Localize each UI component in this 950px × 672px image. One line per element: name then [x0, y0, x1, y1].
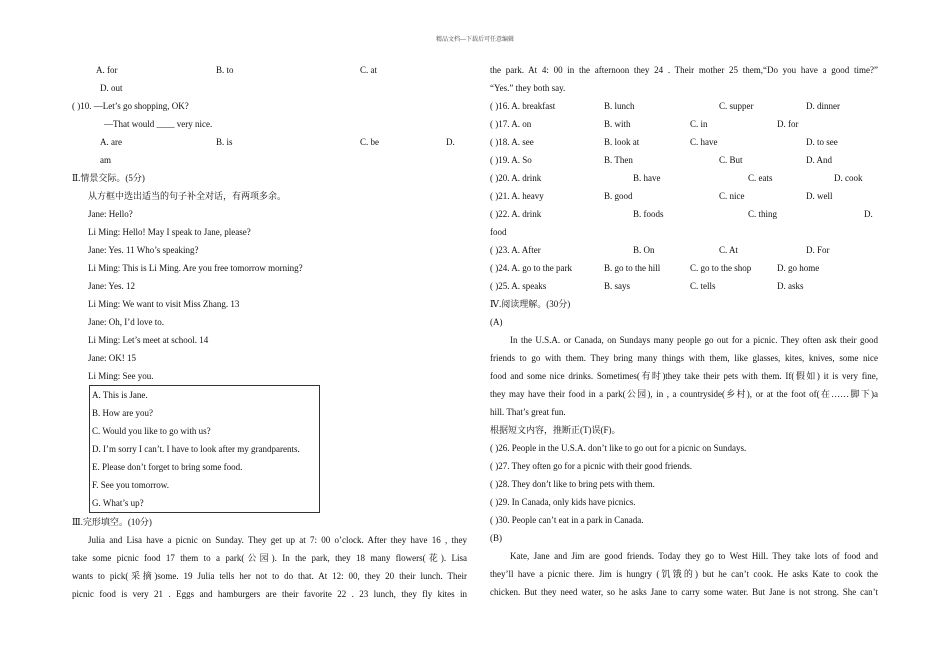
- option-d: D.: [864, 209, 873, 219]
- section-2-title: Ⅱ.情景交际。(5分): [72, 173, 145, 183]
- question-17: [490, 115, 878, 133]
- option-b: B. have: [633, 173, 661, 183]
- option-d: D. to see: [806, 137, 838, 147]
- question-18: [490, 133, 878, 151]
- option-d: D. well: [806, 191, 833, 201]
- option-a: ( )21. A. heavy: [490, 191, 544, 201]
- section-3-title: Ⅲ.完形填空。(10分): [72, 517, 152, 527]
- q9-option-d: D. out: [100, 83, 123, 93]
- option-a: A. for: [96, 65, 118, 75]
- answer-options-box: [89, 385, 320, 513]
- question-20: [490, 169, 878, 187]
- option-d: D. go home: [777, 263, 820, 273]
- option-b: B. go to the hill: [604, 263, 661, 273]
- q10-options: [72, 133, 467, 151]
- option-c: C. at: [360, 65, 377, 75]
- question-23: [490, 241, 878, 259]
- tf-question: ( )30. People can’t eat in a park in Canada.: [490, 515, 644, 525]
- option-a: ( )25. A. speaks: [490, 281, 547, 291]
- section-4-title: Ⅳ.阅读理解。(30分): [490, 299, 571, 309]
- cloze-line: wants to pick(采摘)some. 19 Julia tells her not to do that. At 12: 00, they 20 their lunch. Their: [72, 571, 467, 581]
- passage-line: they may have their food in a park(公园), in , a countryside(乡村), or at the foot of(在……脚下)a: [490, 389, 878, 399]
- tf-question: ( )29. In Canada, only kids have picnics.: [490, 497, 636, 507]
- dialog-line: Li Ming: See you.: [88, 371, 154, 381]
- passage-line: chicken. But they need water, so he asks Jane to carry some water. But Jane is not strong. She can’t: [490, 587, 878, 597]
- passage-b-label: (B): [490, 533, 502, 543]
- option-b: B. with: [604, 119, 631, 129]
- option-c: C. tells: [690, 281, 716, 291]
- cloze-line: “Yes.” they both say.: [490, 83, 566, 93]
- passage-line: In the U.S.A. or Canada, on Sundays many people go out for a picnic. They often ask their good: [510, 335, 878, 345]
- option-b: B. to: [216, 65, 234, 75]
- passage-line: friends to go with them. They bring many things with them, like glasses, kites, knives, some nice: [490, 353, 878, 363]
- tf-question: ( )28. They don’t like to bring pets with them.: [490, 479, 655, 489]
- option-a: ( )24. A. go to the park: [490, 263, 572, 273]
- option-b: B. says: [604, 281, 631, 291]
- option-c: C. eats: [748, 173, 773, 183]
- dialog-line: Jane: Oh, I’d love to.: [88, 317, 164, 327]
- question-25: [490, 277, 878, 295]
- box-option: B. How are you?: [92, 408, 153, 418]
- true-false-instruction: 根据短文内容，推断正(T)误(F)。: [490, 425, 621, 435]
- option-c: C. thing: [748, 209, 778, 219]
- option-d: D.: [446, 137, 455, 147]
- cloze-line: Julia and Lisa have a picnic on Sunday. They get up at 7: 00 o’clock. After they have 16 , they: [88, 535, 467, 545]
- box-option: C. Would you like to go with us?: [92, 426, 211, 436]
- question-22: [490, 205, 878, 223]
- option-d: D. And: [806, 155, 833, 165]
- option-a: ( )19. A. So: [490, 155, 532, 165]
- tf-question: ( )26. People in the U.S.A. don’t like to go out for a picnic on Sundays.: [490, 443, 747, 453]
- option-a: ( )20. A. drink: [490, 173, 542, 183]
- option-d: D. cook: [834, 173, 863, 183]
- cloze-line: picnic food is very 21 . Eggs and hamburgers are their favorite 22 . 23 lunch, they fly kites in: [72, 589, 467, 599]
- option-a: ( )23. A. After: [490, 245, 541, 255]
- option-d: D. For: [806, 245, 830, 255]
- option-c: C. At: [719, 245, 739, 255]
- option-c: C. nice: [719, 191, 745, 201]
- option-b: B. On: [633, 245, 655, 255]
- cloze-line: the park. At 4: 00 in the afternoon they 24 . Their mother 25 them,“Do you have a good time?”: [490, 65, 878, 75]
- dialog-line: Li Ming: We want to visit Miss Zhang. 13: [88, 299, 240, 309]
- section-2-instruction: 从方框中选出适当的句子补全对话，有两项多余。: [88, 191, 287, 201]
- option-d: D. dinner: [806, 101, 840, 111]
- question-19: [490, 151, 878, 169]
- option-b: B. Then: [604, 155, 633, 165]
- passage-a-label: (A): [490, 317, 503, 327]
- option-c: C. in: [690, 119, 708, 129]
- option-c: C. supper: [719, 101, 754, 111]
- option-d: D. asks: [777, 281, 804, 291]
- question-16: [490, 97, 878, 115]
- option-b: B. good: [604, 191, 633, 201]
- option-c: C. be: [360, 137, 379, 147]
- dialog-line: Jane: OK! 15: [88, 353, 136, 363]
- box-option: D. I’m sorry I can’t. I have to look after my grandparents.: [92, 444, 300, 454]
- option-b: B. foods: [633, 209, 664, 219]
- dialog-line: Jane: Hello?: [88, 209, 133, 219]
- dialog-line: Li Ming: Hello! May I speak to Jane, please?: [88, 227, 251, 237]
- passage-line: food and some nice drinks. Sometimes(有时)they take their pets with them. If(假如) it is very fine,: [490, 371, 878, 381]
- option-c: C. have: [690, 137, 718, 147]
- cloze-line: take some picnic food 17 them to a park(公园). In the park, they 18 many flowers(花). Lisa: [72, 553, 467, 563]
- dialog-line: Jane: Yes. 11 Who’s speaking?: [88, 245, 199, 255]
- box-option: E. Please don’t forget to bring some food.: [92, 462, 243, 472]
- option-a: ( )17. A. on: [490, 119, 532, 129]
- box-option: A. This is Jane.: [92, 390, 148, 400]
- question-10: ( )10. —Let’s go shopping, OK?: [72, 101, 189, 111]
- box-option: F. See you tomorrow.: [92, 480, 169, 490]
- option-a: A. are: [100, 137, 122, 147]
- option-a: ( )16. A. breakfast: [490, 101, 556, 111]
- option-b: B. look at: [604, 137, 640, 147]
- dialog-line: Jane: Yes. 12: [88, 281, 136, 291]
- option-b: B. is: [216, 137, 233, 147]
- q22-option-d-text: food: [490, 227, 507, 237]
- left-column: [72, 61, 467, 603]
- dialog-line: Li Ming: This is Li Ming. Are you free tomorrow morning?: [88, 263, 303, 273]
- option-c: C. But: [719, 155, 743, 165]
- question-21: [490, 187, 878, 205]
- question-24: [490, 259, 878, 277]
- q9-options: [72, 61, 467, 79]
- option-a: ( )22. A. drink: [490, 209, 542, 219]
- option-d: D. for: [777, 119, 799, 129]
- tf-question: ( )27. They often go for a picnic with their good friends.: [490, 461, 693, 471]
- box-option: G. What’s up?: [92, 498, 144, 508]
- dialog-line: Li Ming: Let’s meet at school. 14: [88, 335, 209, 345]
- option-b: B. lunch: [604, 101, 635, 111]
- right-column: [490, 61, 878, 601]
- q10-option-d-text: am: [100, 155, 111, 165]
- option-c: C. go to the shop: [690, 263, 752, 273]
- passage-line: hill. That’s great fun.: [490, 407, 566, 417]
- question-10-line2: —That would ____ very nice.: [104, 119, 213, 129]
- page-header: 精品文档---下载后可任意编辑: [436, 37, 514, 43]
- option-a: ( )18. A. see: [490, 137, 534, 147]
- passage-line: Kate, Jane and Jim are good friends. Today they go to West Hill. They take lots of food and: [510, 551, 878, 561]
- passage-line: they’ll have a picnic there. Jim is hungry (饥饿的) but he can’t cook. He asks Kate to cook the: [490, 569, 878, 579]
